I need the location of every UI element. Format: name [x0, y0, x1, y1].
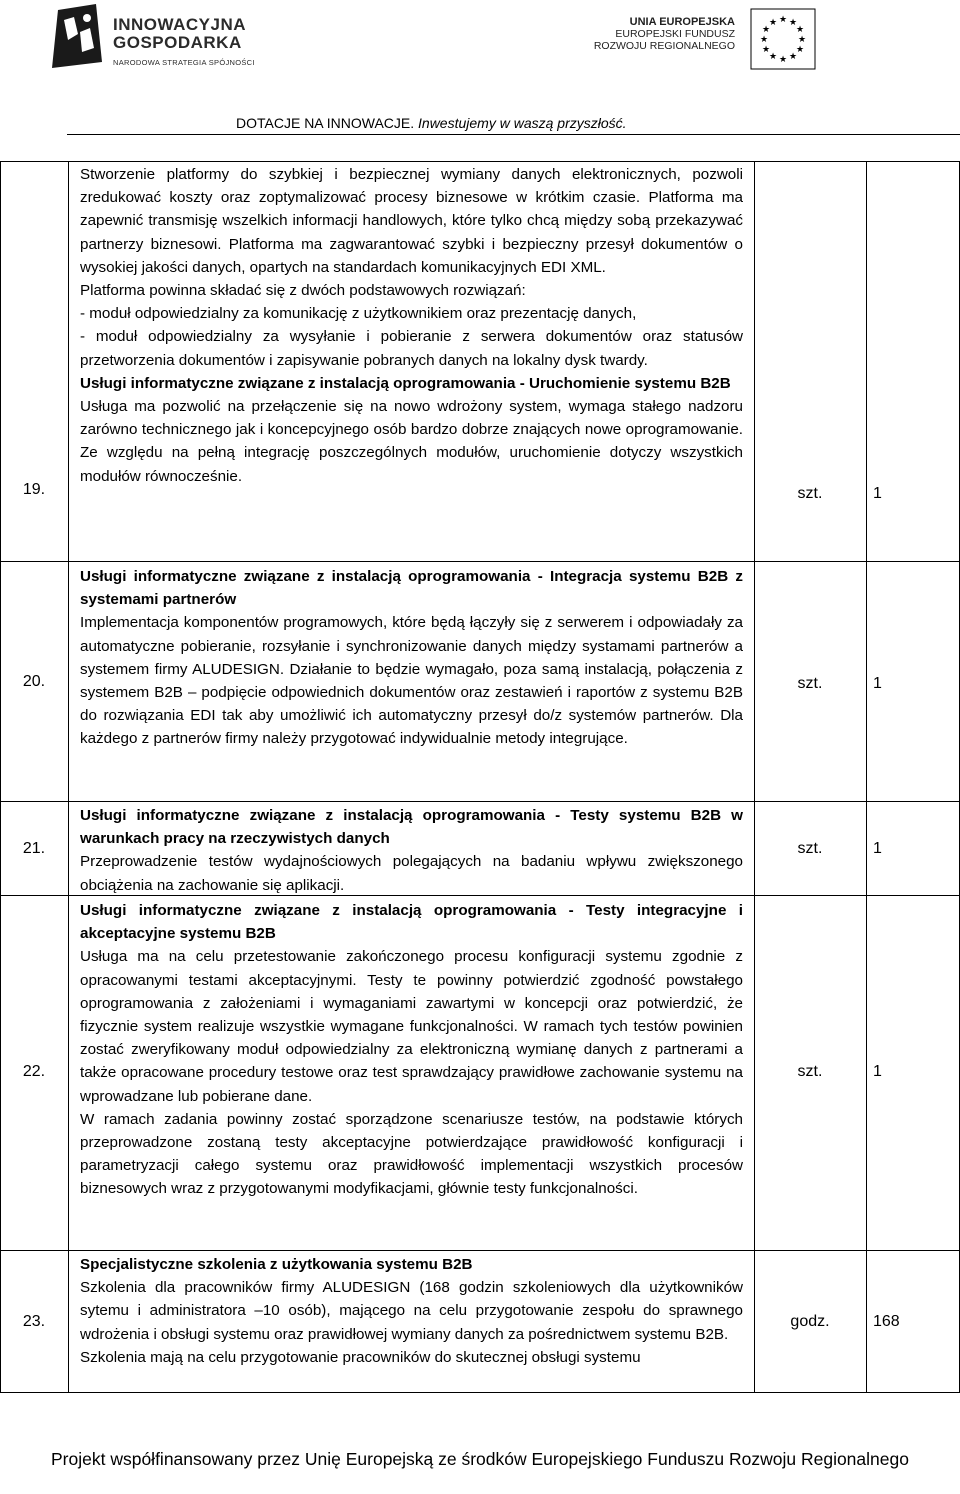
- eu-flag-icon: [750, 8, 816, 70]
- row-description: [80, 804, 743, 897]
- svg-text:★: ★: [761, 45, 771, 55]
- column-divider: [754, 161, 755, 1393]
- slogan: DOTACJE NA INNOWACJE. Inwestujemy w waszą przyszłość.: [236, 115, 627, 131]
- svg-text:★: ★: [761, 25, 771, 35]
- row-number: 20.: [22, 673, 46, 690]
- service-body: W ramach zadania powinny zostać sporządzone scenariusze testów, na podstawie których przeprowadzone zostaną testy akceptacyjne potwierdzające prawidłowość konfiguracji i parametryzacji całego systemu oraz prawidłowość implementacji wszystkich procesów biznesowych wraz z przygotowanymi modyfikacjami, głównie testy funkcjonalności.: [80, 1110, 743, 1198]
- service-title: Specjalistyczne szkolenia z użytkowania systemu B2B: [80, 1256, 473, 1273]
- service-body: Usługa ma pozwolić na przełączenie się na nowo wdrożony system, wymaga stałego nadzoru zarówno technicznego jak i koncepcyjnego osób bardzo dobrze znających nowe oprogramowanie. Ze względu na pełną integrację poszczególnych modułów, uruchomienie dotyczy wszystkich modułów równocześnie.: [80, 398, 743, 485]
- unit-cell: godz.: [790, 1313, 830, 1330]
- svg-text:★: ★: [788, 52, 798, 62]
- row-number: 21.: [22, 840, 46, 857]
- quantity-cell: 168: [873, 1313, 900, 1330]
- quantity-cell: 1: [873, 485, 882, 502]
- column-divider: [866, 161, 867, 1393]
- column-divider: [68, 161, 69, 1393]
- intro-text: - moduł odpowiedzialny za komunikację z użytkownikiem oraz prezentację danych,: [80, 305, 637, 323]
- intro-text: Platforma powinna składać się z dwóch podstawowych rozwiązań:: [80, 282, 526, 300]
- intro-text: - moduł odpowiedzialny za wysyłanie i pobieranie z serwera dokumentów oraz statusów przetworzenia dokumentów i zapisywanie pobranych danych na lokalny dysk twardy.: [80, 328, 743, 369]
- service-body: Przeprowadzenie testów wydajnościowych polegających na badaniu wpływu zwiększonego obciążenia na zachowanie się aplikacji.: [80, 853, 743, 894]
- row-divider: [0, 801, 960, 802]
- logo-title: INNOWACYJNA GOSPODARKA: [113, 15, 247, 52]
- service-body: Szkolenia mają na celu przygotowanie pracowników do skutecznej obsługi systemu: [80, 1348, 641, 1366]
- page-header: [0, 0, 960, 140]
- quantity-cell: 1: [873, 1063, 882, 1080]
- row-number: 22.: [22, 1063, 46, 1080]
- row-description: [80, 163, 743, 488]
- eu-logo-text: UNIA EUROPEJSKA EUROPEJSKI FUNDUSZ ROZWOJU REGIONALNEGO: [593, 16, 735, 52]
- page-footer: Projekt współfinansowany przez Unię Europejską ze środków Europejskiego Funduszu Rozwoju Regionalnego: [51, 1449, 909, 1469]
- service-title: Usługi informatyczne związane z instalacją oprogramowania - Uruchomienie systemu B2B: [80, 374, 731, 392]
- quantity-cell: 1: [873, 840, 882, 857]
- svg-text:★: ★: [795, 45, 805, 55]
- row-description: [80, 565, 743, 751]
- svg-text:★: ★: [788, 18, 798, 28]
- unit-cell: szt.: [797, 840, 823, 857]
- svg-text:★: ★: [778, 55, 788, 65]
- service-title: Usługi informatyczne związane z instalacją oprogramowania - Testy systemu B2B w warunkach pracy na rzeczywistych danych: [80, 807, 743, 848]
- row-divider: [0, 1250, 960, 1251]
- row-number: 23.: [22, 1313, 46, 1330]
- svg-text:★: ★: [768, 18, 778, 28]
- svg-text:★: ★: [795, 25, 805, 35]
- ig-logo-mark-icon: [50, 4, 104, 68]
- eu-logo: [585, 8, 805, 72]
- unit-cell: szt.: [797, 1063, 823, 1080]
- svg-text:★: ★: [759, 35, 769, 45]
- svg-text:★: ★: [797, 35, 807, 45]
- svg-text:★: ★: [778, 15, 788, 25]
- items-table: [0, 161, 960, 1393]
- row-description: [80, 899, 743, 1201]
- row-description: [80, 1253, 743, 1369]
- row-number: 19.: [22, 481, 46, 498]
- unit-cell: szt.: [797, 485, 823, 502]
- service-title: Usługi informatyczne związane z instalacją oprogramowania - Integracja systemu B2B z systemami partnerów: [80, 568, 743, 609]
- service-body: Usługa ma na celu przetestowanie zakończonego procesu konfiguracji systemu zgodnie z opracowanymi testami akceptacyjnymi. Testy te powinny potwierdzić zgodność powstałego oprogramowania z założeniami i wymaganiami zawartymi w koncepcji oraz potwierdzić, że fizycznie system realizuje wszystkie wymagane funkcjonalności. W ramach tych testów powinien zostać zweryfikowany moduł odpowiedzialny za elektroniczną wymianę danych z partnerami a także opracowane procedury testowe oraz test sprawdzający prawidłowe zachowanie systemu na wprowadzane lub pobierane dane.: [80, 948, 743, 1105]
- quantity-cell: 1: [873, 675, 882, 692]
- service-title: Usługi informatyczne związane z instalacją oprogramowania - Testy integracyjne i akceptacyjne systemu B2B: [80, 902, 743, 943]
- svg-text:★: ★: [768, 52, 778, 62]
- row-divider: [0, 561, 960, 562]
- service-body: Szkolenia dla pracowników firmy ALUDESIGN (168 godzin szkoleniowych dla użytkowników sytemu i administratora –10 osób), mającego na celu przygotowanie zespołu do sprawnego wdrożenia i obsługi systemu oraz prawidłowej wymiany danych za pośrednictwem systemu B2B.: [80, 1279, 743, 1343]
- innowacyjna-gospodarka-logo: [50, 4, 290, 78]
- header-divider: [67, 134, 960, 135]
- logo-subtitle: NARODOWA STRATEGIA SPÓJNOŚCI: [113, 58, 255, 67]
- service-body: Implementacja komponentów programowych, które będą łączyły się z serwerem i odpowiadały za automatyczne pobieranie, rozsyłanie i synchronizowanie danych między systamami partnerów a systemem firmy ALUDESIGN. Działanie to będzie wymagało, poza samą instalacją, połączenia z systemem B2B – podpięcie odpowiednich dokumentów oraz zestawień i raportów z systemu B2B do rozwiązania EDI tak aby umożliwić ich automatyczny przesył do/z systemów partnerów. Dla każdego z partnerów firmy należy przygotować indywidualnie metody integrujące.: [80, 614, 743, 748]
- unit-cell: szt.: [797, 675, 823, 692]
- intro-text: Stworzenie platformy do szybkiej i bezpiecznej wymiany danych elektronicznych, pozwoli zredukować koszty oraz zoptymalizować procesy biznesowe w krótkim czasie. Platforma ma zapewnić transmisję wszelkich informacji handlowych, które tylko chcą między sobą przekazywać partnerzy biznesowi. Platforma ma zagwarantować szybki i bezpieczny przesył dokumentów o wysokiej jakości danych, opartych na standardach komunikacyjnych EDI XML.: [80, 166, 743, 276]
